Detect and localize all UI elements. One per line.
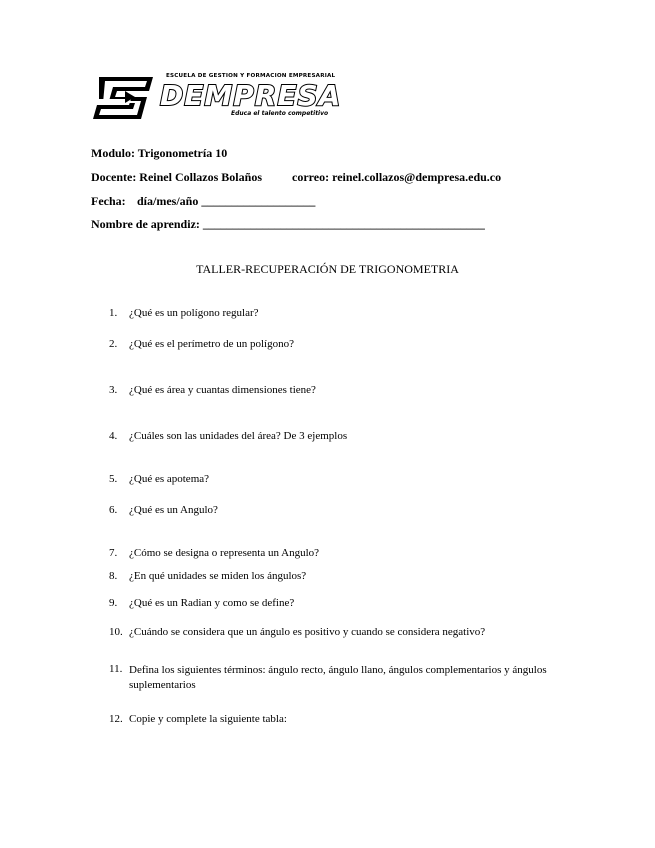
logo-brand-text: DEMPRESA [160,79,342,112]
logo-mark-icon [91,73,161,123]
question-item [109,663,549,693]
question-item [109,384,316,396]
logo-top-text: ESCUELA DE GESTION Y FORMACION EMPRESARIAL [166,73,336,79]
question-item [109,597,294,609]
question-number: 4. [109,430,118,442]
question-number: 8. [109,570,118,582]
fecha-value: día/mes/año ___________________ [137,194,316,208]
question-number: 3. [109,384,118,396]
question-text: ¿En qué unidades se miden los ángulos? [129,570,307,582]
question-number: 9. [109,597,118,609]
question-item [109,504,218,516]
question-text: Copie y complete la siguiente tabla: [129,713,287,725]
logo-tagline: Educa el talento competitivo [231,110,329,117]
question-text: ¿Qué es el perímetro de un polígono? [129,338,294,350]
fecha-label: Fecha: [91,194,126,208]
question-number: 12. [109,713,123,725]
question-item [109,713,287,725]
question-item [109,547,319,559]
correo-line: correo: reinel.collazos@dempresa.edu.co [292,170,502,184]
question-text: ¿Cuáles son las unidades del área? De 3 ejemplos [129,430,348,442]
page-title: TALLER-RECUPERACIÓN DE TRIGONOMETRIA [196,262,459,276]
question-text: ¿Qué es un polígono regular? [129,307,259,319]
question-item [109,626,485,638]
question-text: ¿Cómo se designa o representa un Angulo? [129,547,320,559]
question-item [109,473,209,485]
question-text: ¿Cuándo se considera que un ángulo es positivo y cuando se considera negativo? [129,626,486,638]
docente-line: Docente: Reinel Collazos Bolaños [91,170,262,184]
question-text: ¿Qué es apotema? [129,473,210,485]
question-number: 5. [109,473,118,485]
nombre-line: Nombre de aprendiz: _______________________________________________ [91,217,485,231]
question-item [109,338,294,350]
question-text: ¿Qué es un Radian y como se define? [129,597,295,609]
question-number: 7. [109,547,118,559]
question-number: 11. [109,663,123,675]
question-item [109,307,259,319]
question-number: 2. [109,338,118,350]
question-number: 6. [109,504,118,516]
question-item [109,570,306,582]
modulo-line: Modulo: Trigonometría 10 [91,146,228,160]
question-text: ¿Qué es un Angulo? [129,504,218,516]
question-number: 1. [109,307,118,319]
question-item [109,430,347,442]
question-text: Defina los siguientes términos: ángulo recto, ángulo llano, ángulos complementarios y ángulos suplementarios [129,664,547,691]
question-number: 10. [109,626,123,638]
question-text: ¿Qué es área y cuantas dimensiones tiene? [129,384,316,396]
